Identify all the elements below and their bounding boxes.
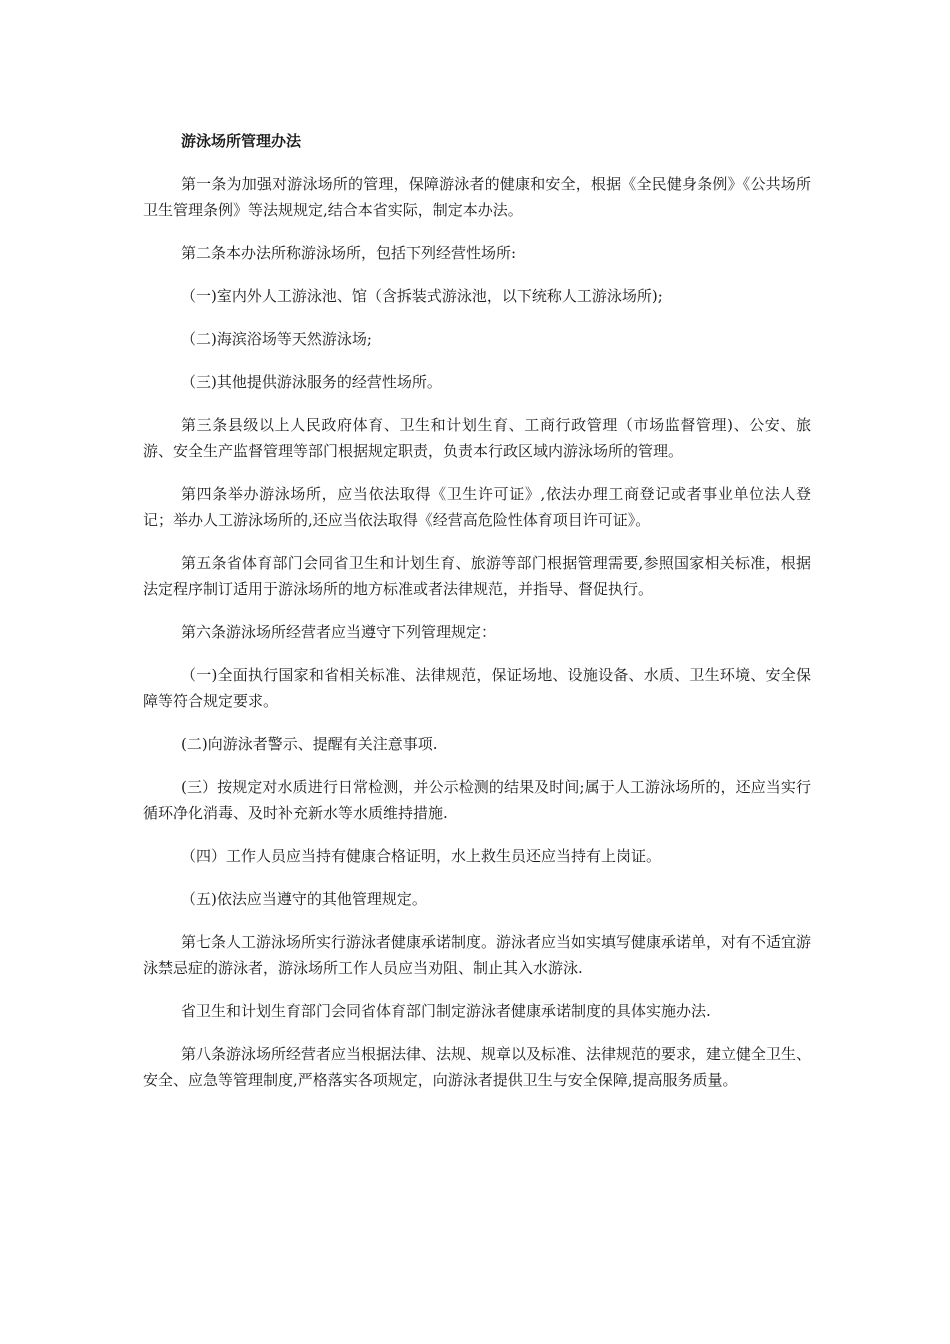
paragraph-article-5: 第五条省体育部门会同省卫生和计划生育、旅游等部门根据管理需要,参照国家相关标准，根据法定程序制订适用于游泳场所的地方标准或者法律规范，并指导、督促执行。 bbox=[143, 554, 811, 598]
paragraph-item-6-4: （四）工作人员应当持有健康合格证明，水上救生员还应当持有上岗证。 bbox=[181, 847, 662, 865]
paragraph-article-8: 第八条游泳场所经营者应当根据法律、法规、规章以及标准、法律规范的要求，建立健全卫生、安全、应急等管理制度,严格落实各项规定，向游泳者提供卫生与安全保障,提高服务质量。 bbox=[143, 1045, 812, 1089]
paragraph-item-6-1: （一)全面执行国家和省相关标准、法律规范，保证场地、设施设备、水质、卫生环境、安全保障等符合规定要求。 bbox=[143, 666, 811, 710]
paragraph-item-2-1: （一)室内外人工游泳池、馆（含拆装式游泳池，以下统称人工游泳场所); bbox=[181, 287, 663, 305]
paragraph-article-6: 第六条游泳场所经营者应当遵守下列管理规定： bbox=[181, 623, 497, 641]
paragraph-article-4: 第四条举办游泳场所，应当依法取得《卫生许可证》,依法办理工商登记或者事业单位法人登记；举办人工游泳场所的,还应当依法取得《经营高危险性体育项目许可证》。 bbox=[143, 485, 811, 529]
paragraph-item-6-3: (三）按规定对水质进行日常检测，并公示检测的结果及时间;属于人工游泳场所的，还应当实行循环净化消毒、及时补充新水等水质维持措施. bbox=[143, 778, 811, 822]
document-title: 游泳场所管理办法 bbox=[181, 132, 302, 150]
paragraph-article-1: 第一条为加强对游泳场所的管理，保障游泳者的健康和安全，根据《全民健身条例》《公共场所卫生管理条例》等法规规定,结合本省实际，制定本办法。 bbox=[143, 175, 811, 219]
paragraph-item-6-5: （五)依法应当遵守的其他管理规定。 bbox=[181, 890, 427, 908]
paragraph-item-2-3: （三)其他提供游泳服务的经营性场所。 bbox=[181, 373, 442, 391]
paragraph-article-2: 第二条本办法所称游泳场所，包括下列经营性场所: bbox=[181, 244, 517, 262]
paragraph-item-6-2: (二)向游泳者警示、提醒有关注意事项. bbox=[181, 735, 438, 753]
paragraph-article-7: 第七条人工游泳场所实行游泳者健康承诺制度。游泳者应当如实填写健康承诺单，对有不适宜游泳禁忌症的游泳者，游泳场所工作人员应当劝阻、制止其入水游泳. bbox=[143, 933, 812, 977]
paragraph-article-3: 第三条县级以上人民政府体育、卫生和计划生育、工商行政管理（市场监督管理)、公安、旅游、安全生产监督管理等部门根据规定职责，负责本行政区域内游泳场所的管理。 bbox=[143, 416, 811, 460]
document-page bbox=[143, 128, 811, 1110]
paragraph-item-2-2: （二)海滨浴场等天然游泳场; bbox=[181, 330, 372, 348]
paragraph-article-7-note: 省卫生和计划生育部门会同省体育部门制定游泳者健康承诺制度的具体实施办法. bbox=[181, 1002, 711, 1020]
